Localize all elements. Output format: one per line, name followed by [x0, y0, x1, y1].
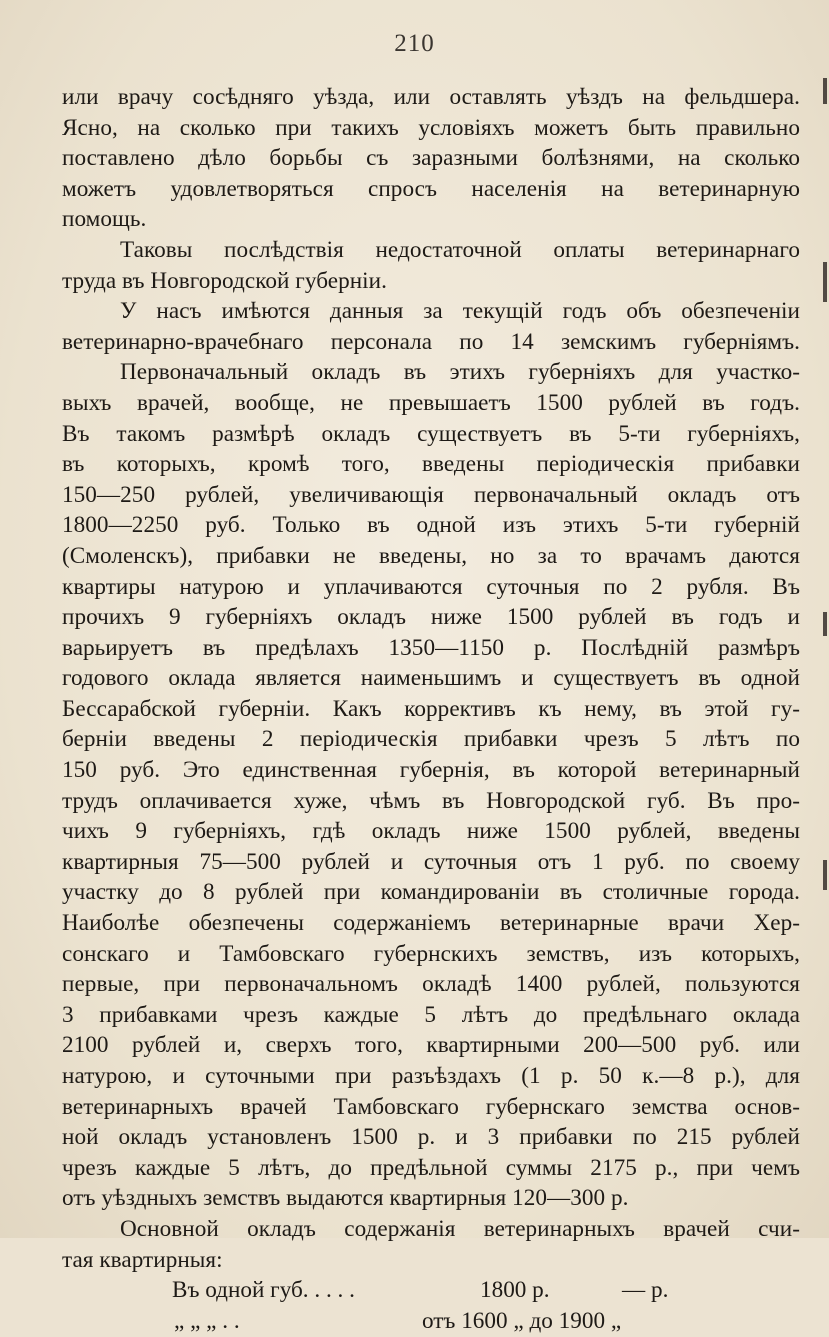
text-line: Наиболѣе обезпечены содержаніемъ ветеринарные врачи Хер- [62, 910, 800, 937]
text-line: первые, при первоначальномъ окладѣ 1400 рублей, пользуются [62, 971, 800, 998]
text-line: У насъ имѣются данныя за текущій годъ объ обезпеченіи [120, 298, 800, 325]
text-line: варьируетъ въ предѣлахъ 1350—1150 р. Послѣдній размѣръ [62, 634, 800, 661]
table-row-amount: 1800 р. [480, 1277, 550, 1304]
page-edge-mark [823, 860, 827, 890]
text-line: чихъ 9 губерніяхъ, гдѣ окладъ ниже 1500 рублей, введены [62, 818, 800, 845]
text-line: выхъ врачей, вообще, не превышаетъ 1500 рублей въ годъ. [62, 389, 800, 416]
text-line: Первоначальный окладъ въ этихъ губерніяхъ для участко- [120, 359, 800, 386]
text-line: трудъ оплачивается хуже, чѣмъ въ Новгородской губ. Въ про- [62, 787, 800, 814]
text-line: отъ уѣздныхъ земствъ выдаются квартирныя 120—300 р. [62, 1185, 629, 1212]
text-line: Ясно, на сколько при такихъ условіяхъ можетъ быть правильно [62, 114, 800, 141]
text-line: 3 прибавками чрезъ каждые 5 лѣтъ до предѣльнаго оклада [62, 1001, 800, 1028]
text-line: участку до 8 рублей при командированіи въ столичные города. [62, 879, 800, 906]
text-line: Въ такомъ размѣрѣ окладъ существуетъ въ 5-ти губерніяхъ, [62, 420, 800, 447]
page-edge-mark [823, 262, 827, 302]
table-row-extra: — р. [622, 1277, 669, 1304]
table-row-amount: отъ 1600 „ до 1900 „ [422, 1308, 622, 1335]
text-line: 150—250 рублей, увеличивающія первоначальный окладъ отъ [62, 481, 800, 508]
text-line: сонскаго и Тамбовскаго губернскихъ земствъ, изъ которыхъ, [62, 940, 800, 967]
table-row-label: „ „ „ . . [174, 1308, 240, 1335]
page-edge-mark [823, 612, 827, 636]
text-line: помощь. [62, 206, 147, 233]
text-line: 150 руб. Это единственная губернія, въ которой ветеринарный [62, 757, 800, 784]
text-line: натурою, и суточными при разъѣздахъ (1 р. 50 к.—8 р.), для [62, 1063, 800, 1089]
text-line: ветеринарныхъ врачей Тамбовскаго губернскаго земства основ- [62, 1093, 800, 1120]
text-line: квартирныя 75—500 рублей и суточныя отъ 1 руб. по своему [62, 848, 800, 875]
text-line: 1800—2250 руб. Только въ одной изъ этихъ 5-ти губерній [62, 512, 800, 539]
text-line: можетъ удовлетворяться спросъ населенія на ветеринарную [62, 175, 800, 202]
text-line: годового оклада является наименьшимъ и существуетъ въ одной [62, 665, 800, 692]
text-line: (Смоленскъ), прибавки не введены, но за то врачамъ даются [62, 542, 800, 569]
page-edge-mark [823, 78, 827, 104]
text-line: прочихъ 9 губерніяхъ окладъ ниже 1500 рублей въ годъ и [62, 604, 800, 631]
page-number: 210 [394, 30, 435, 57]
salary-table-row [62, 1306, 800, 1337]
text-line: ветеринарно-врачебнаго персонала по 14 земскимъ губерніямъ. [62, 328, 800, 355]
body-text [62, 82, 800, 1337]
text-line: ной окладъ установленъ 1500 р. и 3 прибавки по 215 рублей [62, 1124, 800, 1151]
text-line: квартиры натурою и уплачиваются суточныя по 2 рубля. Въ [62, 573, 800, 600]
text-line: чрезъ каждые 5 лѣтъ, до предѣльной суммы 2175 р., при чемъ [62, 1154, 800, 1181]
text-line: Таковы послѣдствія недостаточной оплаты ветеринарнаго [120, 236, 800, 263]
text-line: Основной окладъ содержанія ветеринарныхъ врачей счи- [120, 1215, 800, 1242]
salary-table-row [62, 1275, 800, 1306]
table-row-label: Въ одной губ. . . . . [172, 1277, 355, 1304]
text-line: въ которыхъ, кромѣ того, введены періодическія прибавки [62, 451, 800, 478]
text-line: берніи введены 2 періодическія прибавки чрезъ 5 лѣтъ по [62, 726, 800, 753]
text-line: Бессарабской губерніи. Какъ коррективъ къ нему, въ этой гу- [62, 695, 800, 722]
text-line: 2100 рублей и, сверхъ того, квартирными 200—500 руб. или [62, 1032, 800, 1059]
text-line: поставлено дѣло борьбы съ заразными болѣзнями, на сколько [62, 145, 800, 172]
text-line: труда въ Новгородской губерніи. [62, 267, 387, 294]
text-line: тая квартирныя: [62, 1246, 223, 1273]
text-line: или врачу сосѣдняго уѣзда, или оставлять уѣздъ на фельдшера. [62, 84, 800, 110]
